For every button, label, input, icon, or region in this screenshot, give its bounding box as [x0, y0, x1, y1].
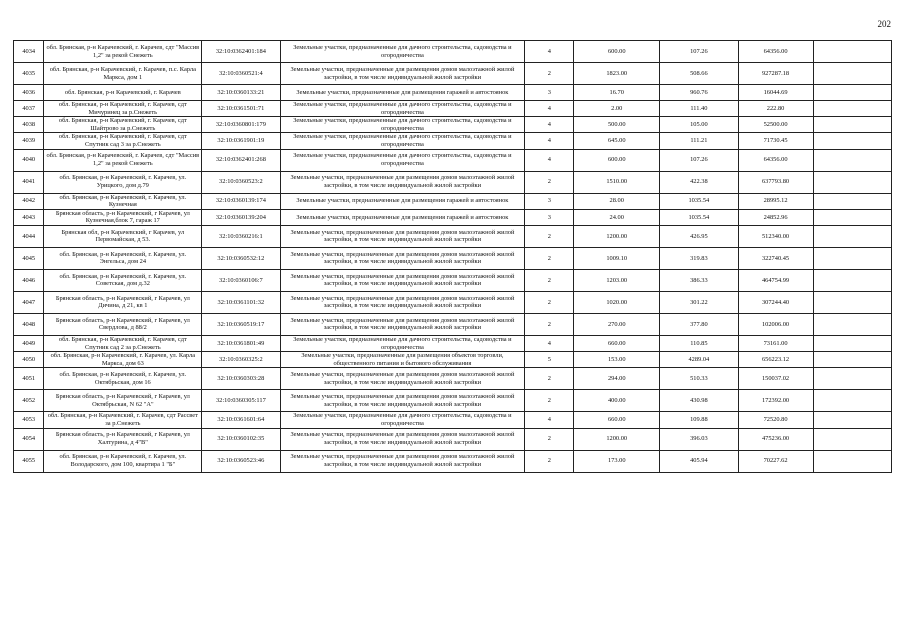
area-cell: 1200.00	[574, 225, 660, 247]
land-use-cell: Земельные участки, предназначенные для дачного строительства, садоводства и огородничества	[280, 41, 525, 63]
row-number: 4038	[14, 117, 44, 133]
land-use-cell: Земельные участки, предназначенные для размещения домов малоэтажной жилой застройки, в том числе индивидуальной жилой застройки	[280, 313, 525, 335]
land-use-cell: Земельные участки, предназначенные для размещения гаражей и автостоянок	[280, 209, 525, 225]
row-number: 4052	[14, 390, 44, 412]
row-number: 4048	[14, 313, 44, 335]
land-use-cell: Земельные участки, предназначенные для размещения домов малоэтажной жилой застройки, в том числе индивидуальной жилой застройки	[280, 269, 525, 291]
cadastral-value-cell: 28995.12	[738, 193, 813, 209]
area-cell: 1009.10	[574, 247, 660, 269]
zone-cell: 4	[525, 149, 574, 171]
cadastral-number-cell: 32:10:0360139:204	[202, 209, 280, 225]
cadastral-value-cell: 52500.00	[738, 117, 813, 133]
cadastral-value-cell: 222.80	[738, 101, 813, 117]
area-cell: 1200.00	[574, 428, 660, 450]
table-row	[14, 352, 892, 368]
table-row	[14, 117, 892, 133]
land-use-cell: Земельные участки, предназначенные для размещения домов малоэтажной жилой застройки, в том числе индивидуальной жилой застройки	[280, 390, 525, 412]
row-number: 4050	[14, 352, 44, 368]
area-cell: 294.00	[574, 368, 660, 390]
cadastral-number-cell: 32:10:0360139:174	[202, 193, 280, 209]
specific-value-cell: 960.76	[660, 85, 738, 101]
empty-cell	[813, 428, 891, 450]
address-cell: Брянская область, р-н Карачевский, г Карачев, ул Октябрьская, N 62 "А"	[44, 390, 202, 412]
table-row	[14, 209, 892, 225]
land-use-cell: Земельные участки, предназначенные для размещения домов малоэтажной жилой застройки, в том числе индивидуальной жилой застройки	[280, 428, 525, 450]
page-number: 202	[877, 19, 891, 29]
address-cell: обл. Брянская, р-н Карачевский, г. Карачев, ул. Кузнечная	[44, 193, 202, 209]
specific-value-cell: 1035.54	[660, 209, 738, 225]
zone-cell: 2	[525, 291, 574, 313]
specific-value-cell: 4289.04	[660, 352, 738, 368]
zone-cell: 2	[525, 269, 574, 291]
address-cell: обл. Брянская, р-н Карачевский, г. Карачев	[44, 85, 202, 101]
cadastral-number-cell: 32:10:0360102:35	[202, 428, 280, 450]
cadastral-number-cell: 32:10:0360523:2	[202, 171, 280, 193]
empty-cell	[813, 193, 891, 209]
cadastral-value-cell: 307244.40	[738, 291, 813, 313]
table-row	[14, 335, 892, 351]
row-number: 4037	[14, 101, 44, 117]
zone-cell: 4	[525, 101, 574, 117]
row-number: 4035	[14, 63, 44, 85]
zone-cell: 3	[525, 85, 574, 101]
empty-cell	[813, 133, 891, 149]
cadastral-value-cell: 64356.00	[738, 149, 813, 171]
area-cell: 1203.00	[574, 269, 660, 291]
cadastral-number-cell: 32:10:0360305:117	[202, 390, 280, 412]
address-cell: обл. Брянская, р-н Карачевский, г. Карачев, сдт Рассвет за р.Снежеть	[44, 412, 202, 428]
zone-cell: 4	[525, 133, 574, 149]
cadastral-number-cell: 32:10:0362401:184	[202, 41, 280, 63]
specific-value-cell: 107.26	[660, 41, 738, 63]
specific-value-cell: 110.85	[660, 335, 738, 351]
specific-value-cell: 430.98	[660, 390, 738, 412]
table-row	[14, 193, 892, 209]
specific-value-cell: 1035.54	[660, 193, 738, 209]
empty-cell	[813, 390, 891, 412]
cadastral-value-cell: 656223.12	[738, 352, 813, 368]
area-cell: 24.00	[574, 209, 660, 225]
table-row	[14, 313, 892, 335]
row-number: 4045	[14, 247, 44, 269]
empty-cell	[813, 117, 891, 133]
land-use-cell: Земельные участки, предназначенные для размещения домов малоэтажной жилой застройки, в том числе индивидуальной жилой застройки	[280, 368, 525, 390]
specific-value-cell: 510.33	[660, 368, 738, 390]
row-number: 4043	[14, 209, 44, 225]
empty-cell	[813, 368, 891, 390]
cadastral-value-cell: 475236.00	[738, 428, 813, 450]
zone-cell: 2	[525, 428, 574, 450]
cadastral-value-cell: 927287.18	[738, 63, 813, 85]
land-use-cell: Земельные участки, предназначенные для размещения гаражей и автостоянок	[280, 193, 525, 209]
area-cell: 1510.00	[574, 171, 660, 193]
area-cell: 660.00	[574, 412, 660, 428]
cadastral-number-cell: 32:10:0361901:19	[202, 133, 280, 149]
area-cell: 270.00	[574, 313, 660, 335]
specific-value-cell: 301.22	[660, 291, 738, 313]
cadastral-number-cell: 32:10:0360801:179	[202, 117, 280, 133]
cadastral-number-cell: 32:10:0361101:32	[202, 291, 280, 313]
row-number: 4047	[14, 291, 44, 313]
row-number: 4041	[14, 171, 44, 193]
land-use-cell: Земельные участки, предназначенные для размещения домов малоэтажной жилой застройки, в том числе индивидуальной жилой застройки	[280, 63, 525, 85]
row-number: 4034	[14, 41, 44, 63]
empty-cell	[813, 85, 891, 101]
area-cell: 660.00	[574, 335, 660, 351]
row-number: 4053	[14, 412, 44, 428]
area-cell: 600.00	[574, 41, 660, 63]
empty-cell	[813, 412, 891, 428]
area-cell: 500.00	[574, 117, 660, 133]
zone-cell: 5	[525, 352, 574, 368]
empty-cell	[813, 313, 891, 335]
cadastral-number-cell: 32:10:0360519:17	[202, 313, 280, 335]
table-row	[14, 101, 892, 117]
area-cell: 645.00	[574, 133, 660, 149]
table-row	[14, 171, 892, 193]
cadastral-value-cell: 71730.45	[738, 133, 813, 149]
area-cell: 153.00	[574, 352, 660, 368]
zone-cell: 2	[525, 171, 574, 193]
table-row	[14, 450, 892, 472]
land-use-cell: Земельные участки, предназначенные для дачного строительства, садоводства и огородничества	[280, 412, 525, 428]
land-valuation-table	[13, 40, 892, 473]
empty-cell	[813, 41, 891, 63]
cadastral-value-cell: 322740.45	[738, 247, 813, 269]
empty-cell	[813, 291, 891, 313]
land-use-cell: Земельные участки, предназначенные для размещения гаражей и автостоянок	[280, 85, 525, 101]
land-use-cell: Земельные участки, предназначенные для дачного строительства, садоводства и огородничества	[280, 117, 525, 133]
zone-cell: 2	[525, 247, 574, 269]
row-number: 4039	[14, 133, 44, 149]
row-number: 4036	[14, 85, 44, 101]
empty-cell	[813, 101, 891, 117]
table-row	[14, 63, 892, 85]
cadastral-value-cell: 72520.80	[738, 412, 813, 428]
zone-cell: 2	[525, 225, 574, 247]
cadastral-number-cell: 32:10:0360303:28	[202, 368, 280, 390]
empty-cell	[813, 247, 891, 269]
address-cell: обл. Брянская, р-н Карачевский, г. Карачев, сдт Мичуринец за р.Снежеть	[44, 101, 202, 117]
address-cell: обл. Брянская, р-н Карачевский, г. Карачев, сдт "Массив 1,2" за рекой Снежеть	[44, 41, 202, 63]
address-cell: Брянская область, р-н Карачевский, г Карачев, ул Кузнечная,блок 7, гараж 17	[44, 209, 202, 225]
land-use-cell: Земельные участки, предназначенные для размещения домов малоэтажной жилой застройки, в том числе индивидуальной жилой застройки	[280, 247, 525, 269]
cadastral-number-cell: 32:10:0360325:2	[202, 352, 280, 368]
area-cell: 1020.00	[574, 291, 660, 313]
specific-value-cell: 405.94	[660, 450, 738, 472]
address-cell: обл. Брянская, р-н Карачевский, г. Карачев, сдт Спутник сад 3 за р.Снежеть	[44, 133, 202, 149]
zone-cell: 3	[525, 209, 574, 225]
cadastral-value-cell: 16044.69	[738, 85, 813, 101]
address-cell: обл. Брянская, р-н Карачевский, г. Карачев, сдт Спутник сад 2 за р.Снежеть	[44, 335, 202, 351]
specific-value-cell: 109.88	[660, 412, 738, 428]
address-cell: обл. Брянская, р-н Карачевский, г. Карачев, сдт Шайтрово за р.Снежеть	[44, 117, 202, 133]
row-number: 4044	[14, 225, 44, 247]
cadastral-number-cell: 32:10:0360106:7	[202, 269, 280, 291]
table-row	[14, 225, 892, 247]
address-cell: обл. Брянская, р-н Карачевский, г. Карачев, сдт "Массив 1,2" за рекой Снежеть	[44, 149, 202, 171]
land-use-cell: Земельные участки, предназначенные для размещения объектов торговли, общественного питания и бытового обслуживания	[280, 352, 525, 368]
empty-cell	[813, 269, 891, 291]
specific-value-cell: 396.03	[660, 428, 738, 450]
table-row	[14, 41, 892, 63]
area-cell: 173.00	[574, 450, 660, 472]
table-row	[14, 149, 892, 171]
table-row	[14, 428, 892, 450]
cadastral-value-cell: 102006.00	[738, 313, 813, 335]
row-number: 4046	[14, 269, 44, 291]
table-row	[14, 291, 892, 313]
specific-value-cell: 105.00	[660, 117, 738, 133]
address-cell: Брянская область, р-н Карачевский, г Карачев, ул Халтурина, д 4"В"	[44, 428, 202, 450]
row-number: 4042	[14, 193, 44, 209]
cadastral-value-cell: 512340.00	[738, 225, 813, 247]
table-row	[14, 368, 892, 390]
land-use-cell: Земельные участки, предназначенные для дачного строительства, садоводства и огородничества	[280, 335, 525, 351]
row-number: 4055	[14, 450, 44, 472]
zone-cell: 2	[525, 450, 574, 472]
area-cell: 400.00	[574, 390, 660, 412]
address-cell: обл. Брянская, р-н Карачевский, г. Карачев, ул. Володарского, дом 100, квартира 1 "Б"	[44, 450, 202, 472]
table-row	[14, 412, 892, 428]
table-row	[14, 390, 892, 412]
empty-cell	[813, 209, 891, 225]
land-use-cell: Земельные участки, предназначенные для дачного строительства, садоводства и огородничества	[280, 101, 525, 117]
zone-cell: 4	[525, 412, 574, 428]
table-row	[14, 247, 892, 269]
cadastral-number-cell: 32:10:0360532:12	[202, 247, 280, 269]
row-number: 4051	[14, 368, 44, 390]
address-cell: обл. Брянская, р-н Карачевский, г. Карачев, п.с. Карла Маркса, дом 1	[44, 63, 202, 85]
specific-value-cell: 111.40	[660, 101, 738, 117]
land-use-cell: Земельные участки, предназначенные для размещения домов малоэтажной жилой застройки, в том числе индивидуальной жилой застройки	[280, 291, 525, 313]
cadastral-value-cell: 24852.96	[738, 209, 813, 225]
table-row	[14, 269, 892, 291]
area-cell: 2.00	[574, 101, 660, 117]
cadastral-number-cell: 32:10:0361801:49	[202, 335, 280, 351]
empty-cell	[813, 352, 891, 368]
cadastral-number-cell: 32:10:0360521:4	[202, 63, 280, 85]
specific-value-cell: 377.80	[660, 313, 738, 335]
specific-value-cell: 111.21	[660, 133, 738, 149]
specific-value-cell: 107.26	[660, 149, 738, 171]
cadastral-number-cell: 32:10:0362401:268	[202, 149, 280, 171]
land-use-cell: Земельные участки, предназначенные для размещения домов малоэтажной жилой застройки, в том числе индивидуальной жилой застройки	[280, 171, 525, 193]
address-cell: обл. Брянская, р-н Карачевский, г. Карачев, ул. Урицкого, дом д.79	[44, 171, 202, 193]
specific-value-cell: 319.83	[660, 247, 738, 269]
area-cell: 28.00	[574, 193, 660, 209]
cadastral-value-cell: 73161.00	[738, 335, 813, 351]
address-cell: обл. Брянская, р-н Карачевский, г. Карачев, ул. Советская, дом д.32	[44, 269, 202, 291]
cadastral-value-cell: 464754.99	[738, 269, 813, 291]
cadastral-value-cell: 70227.62	[738, 450, 813, 472]
cadastral-value-cell: 150037.02	[738, 368, 813, 390]
address-cell: Брянская обл, р-н Карачевский, г Карачев, ул Первомайская, д 53.	[44, 225, 202, 247]
specific-value-cell: 422.38	[660, 171, 738, 193]
address-cell: Брянская область, р-н Карачевский, г Карачев, ул Дичина, д 21, кв 1	[44, 291, 202, 313]
cadastral-number-cell: 32:10:0361601:64	[202, 412, 280, 428]
table-row	[14, 133, 892, 149]
zone-cell: 4	[525, 117, 574, 133]
cadastral-value-cell: 172392.00	[738, 390, 813, 412]
area-cell: 600.00	[574, 149, 660, 171]
row-number: 4054	[14, 428, 44, 450]
address-cell: обл. Брянская, р-н Карачевский, г. Карачев, ул. Карла Маркса, дом 63	[44, 352, 202, 368]
zone-cell: 4	[525, 41, 574, 63]
table-body	[14, 41, 892, 473]
cadastral-number-cell: 32:10:0360523:46	[202, 450, 280, 472]
empty-cell	[813, 335, 891, 351]
empty-cell	[813, 171, 891, 193]
address-cell: Брянская область, р-н Карачевский, г Карачев, ул Свердлова, д 88/2	[44, 313, 202, 335]
cadastral-number-cell: 32:10:0360133:21	[202, 85, 280, 101]
cadastral-value-cell: 64356.00	[738, 41, 813, 63]
zone-cell: 2	[525, 368, 574, 390]
row-number: 4040	[14, 149, 44, 171]
zone-cell: 3	[525, 193, 574, 209]
land-use-cell: Земельные участки, предназначенные для дачного строительства, садоводства и огородничества	[280, 133, 525, 149]
address-cell: обл. Брянская, р-н Карачевский, г. Карачев, ул. Энгельса, дом 24	[44, 247, 202, 269]
address-cell: обл. Брянская, р-н Карачевский, г. Карачев, ул. Октябрьская, дом 16	[44, 368, 202, 390]
cadastral-number-cell: 32:10:0360216:1	[202, 225, 280, 247]
area-cell: 16.70	[574, 85, 660, 101]
empty-cell	[813, 450, 891, 472]
land-use-cell: Земельные участки, предназначенные для размещения домов малоэтажной жилой застройки, в том числе индивидуальной жилой застройки	[280, 450, 525, 472]
land-use-cell: Земельные участки, предназначенные для дачного строительства, садоводства и огородничества	[280, 149, 525, 171]
zone-cell: 2	[525, 390, 574, 412]
cadastral-value-cell: 637793.80	[738, 171, 813, 193]
table-row	[14, 85, 892, 101]
specific-value-cell: 508.66	[660, 63, 738, 85]
cadastral-number-cell: 32:10:0361501:71	[202, 101, 280, 117]
area-cell: 1823.00	[574, 63, 660, 85]
empty-cell	[813, 149, 891, 171]
empty-cell	[813, 63, 891, 85]
zone-cell: 4	[525, 335, 574, 351]
zone-cell: 2	[525, 313, 574, 335]
zone-cell: 2	[525, 63, 574, 85]
land-use-cell: Земельные участки, предназначенные для размещения домов малоэтажной жилой застройки, в том числе индивидуальной жилой застройки	[280, 225, 525, 247]
specific-value-cell: 386.33	[660, 269, 738, 291]
empty-cell	[813, 225, 891, 247]
specific-value-cell: 426.95	[660, 225, 738, 247]
row-number: 4049	[14, 335, 44, 351]
